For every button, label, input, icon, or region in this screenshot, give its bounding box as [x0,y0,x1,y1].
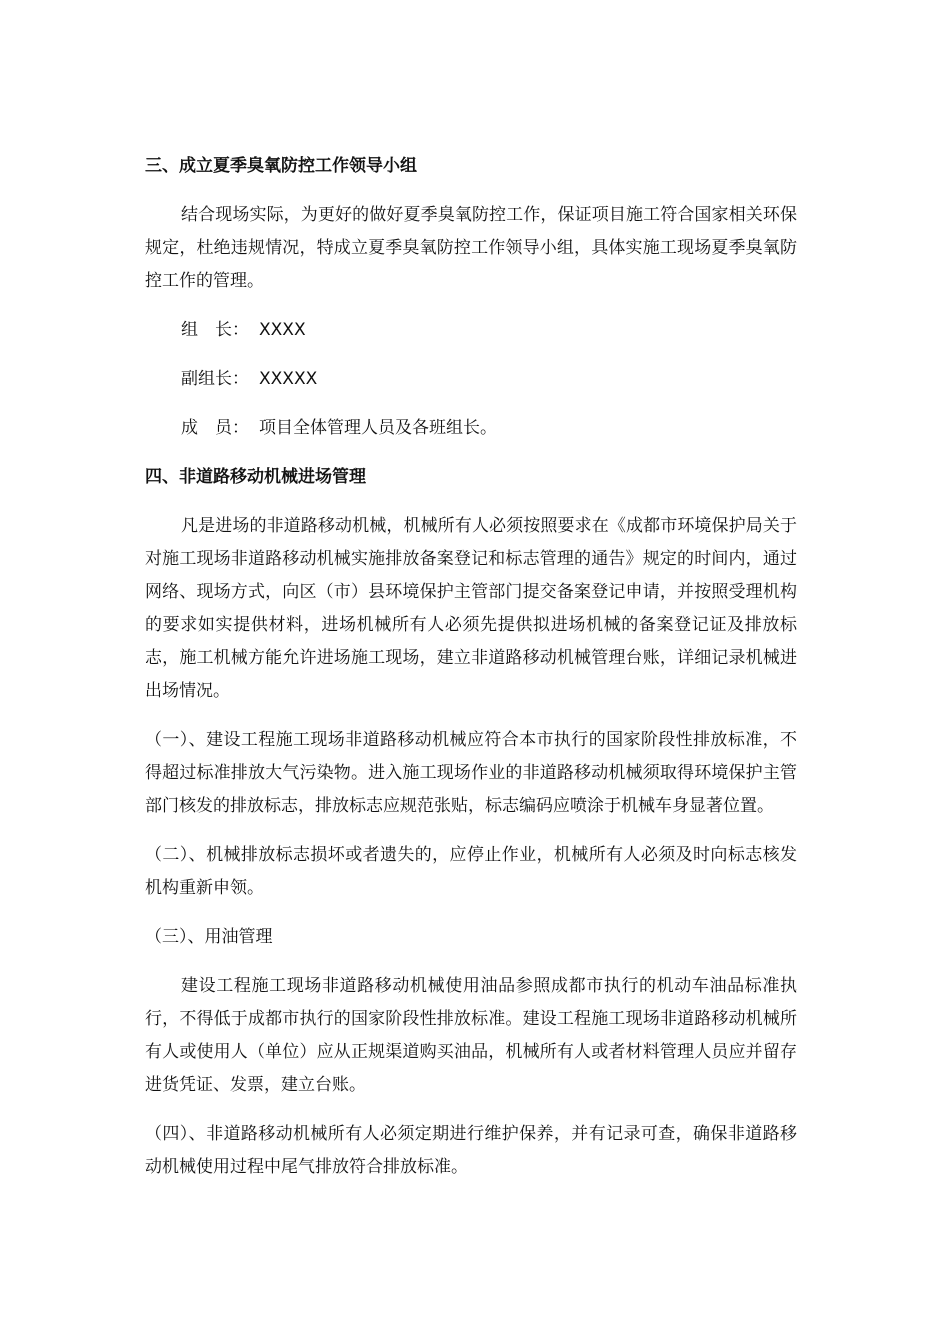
section-4-intro: 凡是进场的非道路移动机械，机械所有人必须按照要求在《成都市环境保护局关于对施工现场非道路移动机械实施排放备案登记和标志管理的通告》规定的时间内，通过网络、现场方式，向区（市）县环境保护主管部门提交备案登记申请，并按照受理机构的要求如实提供材料，进场机械所有人必须先提供拟进场机械的备案登记证及排放标志，施工机械方能允许进场施工现场，建立非道路移动机械管理台账，详细记录机械进出场情况。 [145,516,797,701]
member-leader-label: 组 长： [181,320,249,340]
member-staff [145,412,797,445]
section-4-item-3-title: （三）、用油管理 [145,927,273,947]
section-4-item-3-body: 建设工程施工现场非道路移动机械使用油品参照成都市执行的机动车油品标准执行，不得低于成都市执行的国家阶段性排放标准。建设工程施工现场非道路移动机械所有人或使用人（单位）应从正规渠道购买油品，机械所有人或者材料管理人员应并留存进货凭证、发票，建立台账。 [145,976,797,1095]
section-4-heading: 四、非道路移动机械进场管理 [145,467,366,487]
member-deputy-value: XXXXX [259,369,318,389]
section-3-heading: 三、成立夏季臭氧防控工作领导小组 [145,156,417,176]
member-deputy [145,363,797,396]
section-4-item-4: （四）、非道路移动机械所有人必须定期进行维护保养，并有记录可查，确保非道路移动机械使用过程中尾气排放符合排放标准。 [145,1124,797,1177]
member-leader [145,314,797,347]
section-4-item-2: （二）、机械排放标志损坏或者遗失的，应停止作业，机械所有人必须及时向标志核发机构重新申领。 [145,845,797,898]
member-staff-label: 成 员： [181,418,249,438]
member-staff-value: 项目全体管理人员及各班组长。 [259,418,497,438]
document-page [145,150,797,1200]
section-3-intro: 结合现场实际，为更好的做好夏季臭氧防控工作，保证项目施工符合国家相关环保规定，杜绝违规情况，特成立夏季臭氧防控工作领导小组，具体实施工现场夏季臭氧防控工作的管理。 [145,205,797,291]
member-leader-value: XXXX [259,320,306,340]
section-4-item-1: （一）、建设工程施工现场非道路移动机械应符合本市执行的国家阶段性排放标准，不得超过标准排放大气污染物。进入施工现场作业的非道路移动机械须取得环境保护主管部门核发的排放标志，排放标志应规范张贴，标志编码应喷涂于机械车身显著位置。 [145,730,797,816]
member-deputy-label: 副组长： [181,369,249,389]
